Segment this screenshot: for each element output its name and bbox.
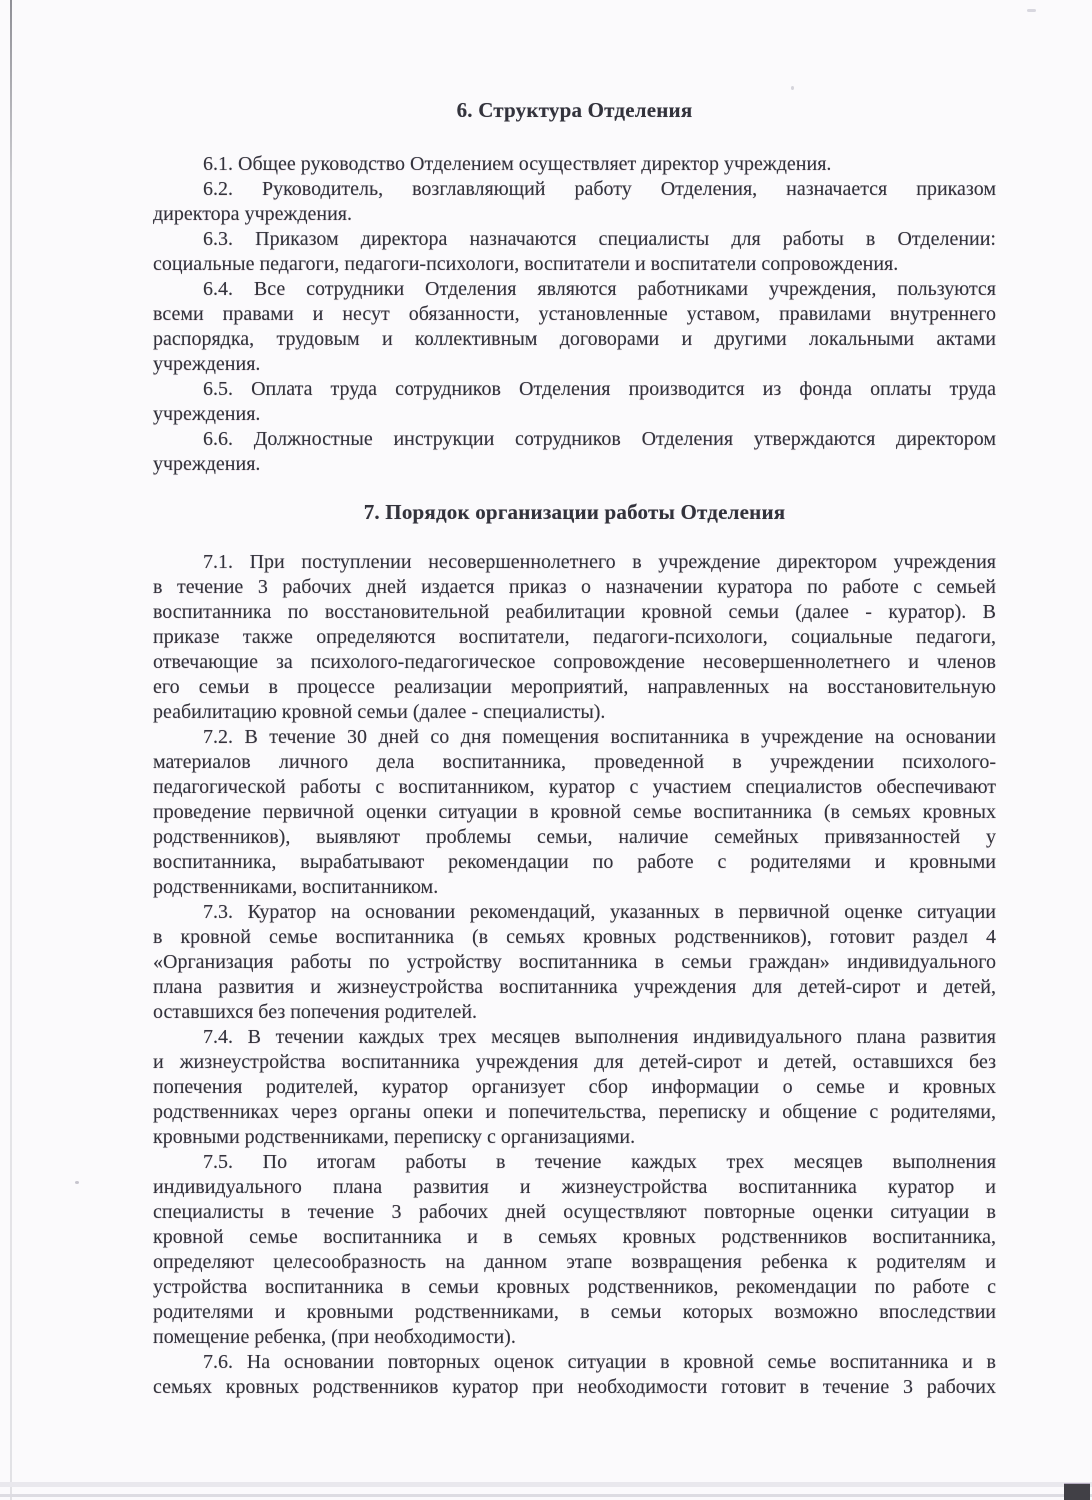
text-line: 7.5. По итогам работы в течение каждых трех месяцев выполнения [203, 1151, 996, 1173]
text-line: семьях кровных родственников куратор при необходимости готовит в течение 3 рабочих [153, 1376, 996, 1398]
text-line: воспитанника по восстановительной реабилитации кровной семьи (далее - куратор). В [153, 601, 996, 623]
paragraph [153, 725, 996, 900]
text-line: 7.2. В течение 30 дней со дня помещения воспитанника в учреждение на основании [203, 726, 996, 748]
text-line: 6.6. Должностные инструкции сотрудников Отделения утверждаются директором [203, 428, 996, 450]
paragraph [153, 1025, 996, 1150]
text-line: 6.2. Руководитель, возглавляющий работу Отделения, назначается приказом [203, 178, 996, 200]
text-line: и жизнеустройства воспитанника учреждения для детей-сирот и детей, оставшихся без [153, 1051, 996, 1073]
document-content [153, 97, 996, 1400]
text-line: материалов личного дела воспитанника, проведенной в учреждении психолого- [153, 751, 996, 773]
text-line: распорядка, трудовым и коллективным договорами и другими локальными актами [153, 328, 996, 350]
scan-corner-mark [1064, 1484, 1090, 1500]
scan-bottom-edge [0, 1494, 1092, 1497]
paragraph [153, 1150, 996, 1350]
section-heading: 7. Порядок организации работы Отделения [363, 500, 786, 524]
text-line: 6.4. Все сотрудники Отделения являются работниками учреждения, пользуются [203, 278, 996, 300]
section-heading: 6. Структура Отделения [456, 98, 693, 122]
scan-speck [75, 1181, 79, 1184]
text-line: 7.3. Куратор на основании рекомендаций, указанных в первичной оценке ситуации [203, 901, 996, 923]
text-line: определяют целесообразность на данном этапе возвращения ребенка к родителям и [153, 1251, 996, 1273]
scan-edge-line [10, 0, 12, 1500]
text-line: оставшихся без попечения родителей. [153, 1001, 478, 1023]
paragraph [153, 900, 996, 1025]
text-line: кровными родственниками, переписку с организациями. [153, 1126, 636, 1148]
text-line: индивидуального плана развития и жизнеустройства воспитанника куратор и [153, 1176, 996, 1198]
document-section [153, 97, 996, 477]
text-line: родственниках через органы опеки и попечительства, переписку и общение с родителями, [153, 1101, 996, 1123]
text-line: кровной семье воспитанника и в семьях кровных родственников воспитанника, [153, 1226, 996, 1248]
paragraph [153, 377, 996, 427]
paragraph [153, 277, 996, 377]
text-line: учреждения. [153, 453, 261, 475]
text-line: 6.3. Приказом директора назначаются специалисты для работы в Отделении: [203, 228, 996, 250]
text-line: директора учреждения. [153, 203, 352, 225]
text-line: 7.6. На основании повторных оценок ситуации в кровной семье воспитанника и в [203, 1351, 996, 1373]
paragraph [153, 1350, 996, 1400]
text-line: 6.1. Общее руководство Отделением осуществляет директор учреждения. [203, 153, 832, 175]
text-line: отвечающие за психолого-педагогическое сопровождение несовершеннолетнего и членов [153, 651, 996, 673]
paragraph [153, 427, 996, 477]
scan-speck [791, 86, 794, 90]
text-line: приказе также определяются воспитатели, педагоги-психологи, социальные педагоги, [153, 626, 996, 648]
text-line: всеми правами и несут обязанности, установленные уставом, правилами внутреннего [153, 303, 996, 325]
paragraph [153, 227, 996, 277]
paragraph [153, 550, 996, 725]
text-line: воспитанника, вырабатывают рекомендации по работе с родителями и кровными [153, 851, 996, 873]
text-line: специалисты в течение 3 рабочих дней осуществляют повторные оценки ситуации в [153, 1201, 996, 1223]
paragraph [153, 152, 996, 177]
text-line: «Организация работы по устройству воспитанника в семьи граждан» индивидуального [153, 951, 996, 973]
text-line: реабилитацию кровной семьи (далее - специалисты). [153, 701, 606, 723]
text-line: родителями и кровными родственниками, в семьи которых возможно впоследствии [153, 1301, 996, 1323]
text-line: родственниками, воспитанником. [153, 876, 439, 898]
text-line: 6.5. Оплата труда сотрудников Отделения производится из фонда оплаты труда [203, 378, 996, 400]
text-line: его семьи в процессе реализации мероприятий, направленных на восстановительную [153, 676, 996, 698]
text-line: плана развития и жизнеустройства воспитанника учреждения для детей-сирот и детей, [153, 976, 996, 998]
document-section [153, 499, 996, 1400]
text-line: учреждения. [153, 353, 261, 375]
text-line: родственников), выявляют проблемы семьи, наличие семейных привязанностей у [153, 826, 996, 848]
text-line: педагогической работы с воспитанником, куратор с участием специалистов обеспечивают [153, 776, 996, 798]
text-line: 7.1. При поступлении несовершеннолетнего в учреждение директором учреждения [203, 551, 996, 573]
text-line: устройства воспитанника в семьи кровных родственников, рекомендации по работе с [153, 1276, 996, 1298]
text-line: 7.4. В течении каждых трех месяцев выполнения индивидуального плана развития [203, 1026, 996, 1048]
text-line: помещение ребенка, (при необходимости). [153, 1326, 516, 1348]
text-line: в кровной семье воспитанника (в семьях кровных родственников), готовит раздел 4 [153, 926, 996, 948]
text-line: в течение 3 рабочих дней издается приказ о назначении куратора по работе с семьей [153, 576, 996, 598]
paragraph [153, 177, 996, 227]
text-line: социальные педагоги, педагоги-психологи, воспитатели и воспитатели сопровождения. [153, 253, 899, 275]
scan-bottom-shadow [0, 1482, 1092, 1487]
scan-speck [1027, 9, 1036, 12]
text-line: учреждения. [153, 403, 261, 425]
text-line: попечения родителей, куратор организует сбор информации о семье и кровных [153, 1076, 996, 1098]
text-line: проведение первичной оценки ситуации в кровной семье воспитанника (в семьях кровных [153, 801, 996, 823]
